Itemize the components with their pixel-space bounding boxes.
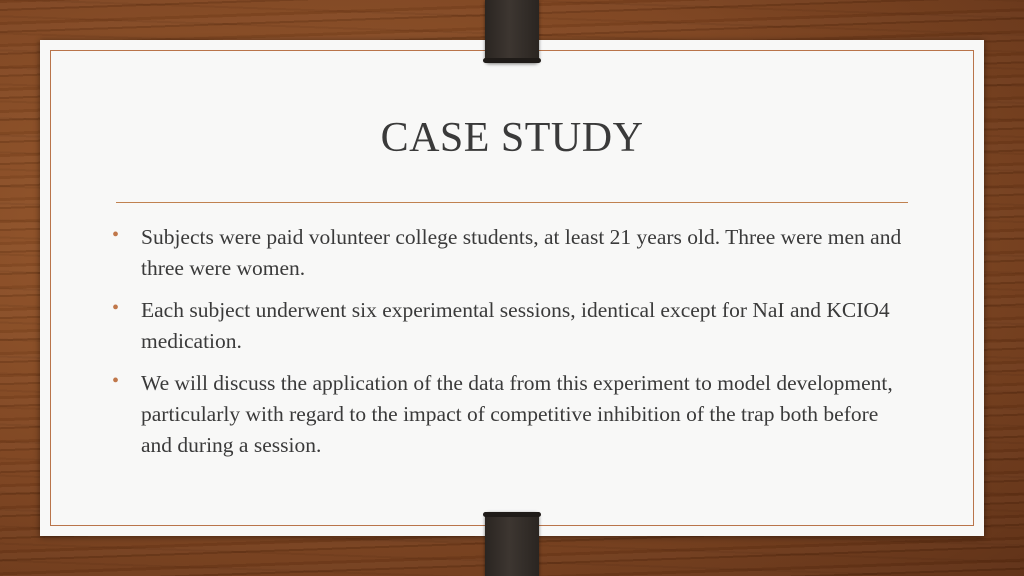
bullet-text: Subjects were paid volunteer college students, at least 21 years old. Three were men and three were women.	[141, 225, 902, 280]
bullet-item	[112, 295, 912, 357]
bullet-dot-icon: •	[112, 370, 120, 392]
binder-clip-bottom	[485, 512, 539, 576]
binder-clip-top	[485, 0, 539, 63]
bullet-dot-icon: •	[112, 297, 120, 319]
bullet-item	[112, 222, 912, 284]
title-divider	[116, 202, 908, 203]
bullet-item	[112, 368, 912, 461]
slide-title: CASE STUDY	[380, 115, 644, 161]
bullet-text: Each subject underwent six experimental sessions, identical except for NaI and KCIO4 medication.	[141, 298, 890, 353]
bullet-text: We will discuss the application of the data from this experiment to model development, particularly with regard to the impact of competitive inhibition of the trap both before and during a session.	[141, 371, 893, 457]
bullet-dot-icon: •	[112, 224, 120, 246]
bullet-list	[112, 222, 912, 472]
